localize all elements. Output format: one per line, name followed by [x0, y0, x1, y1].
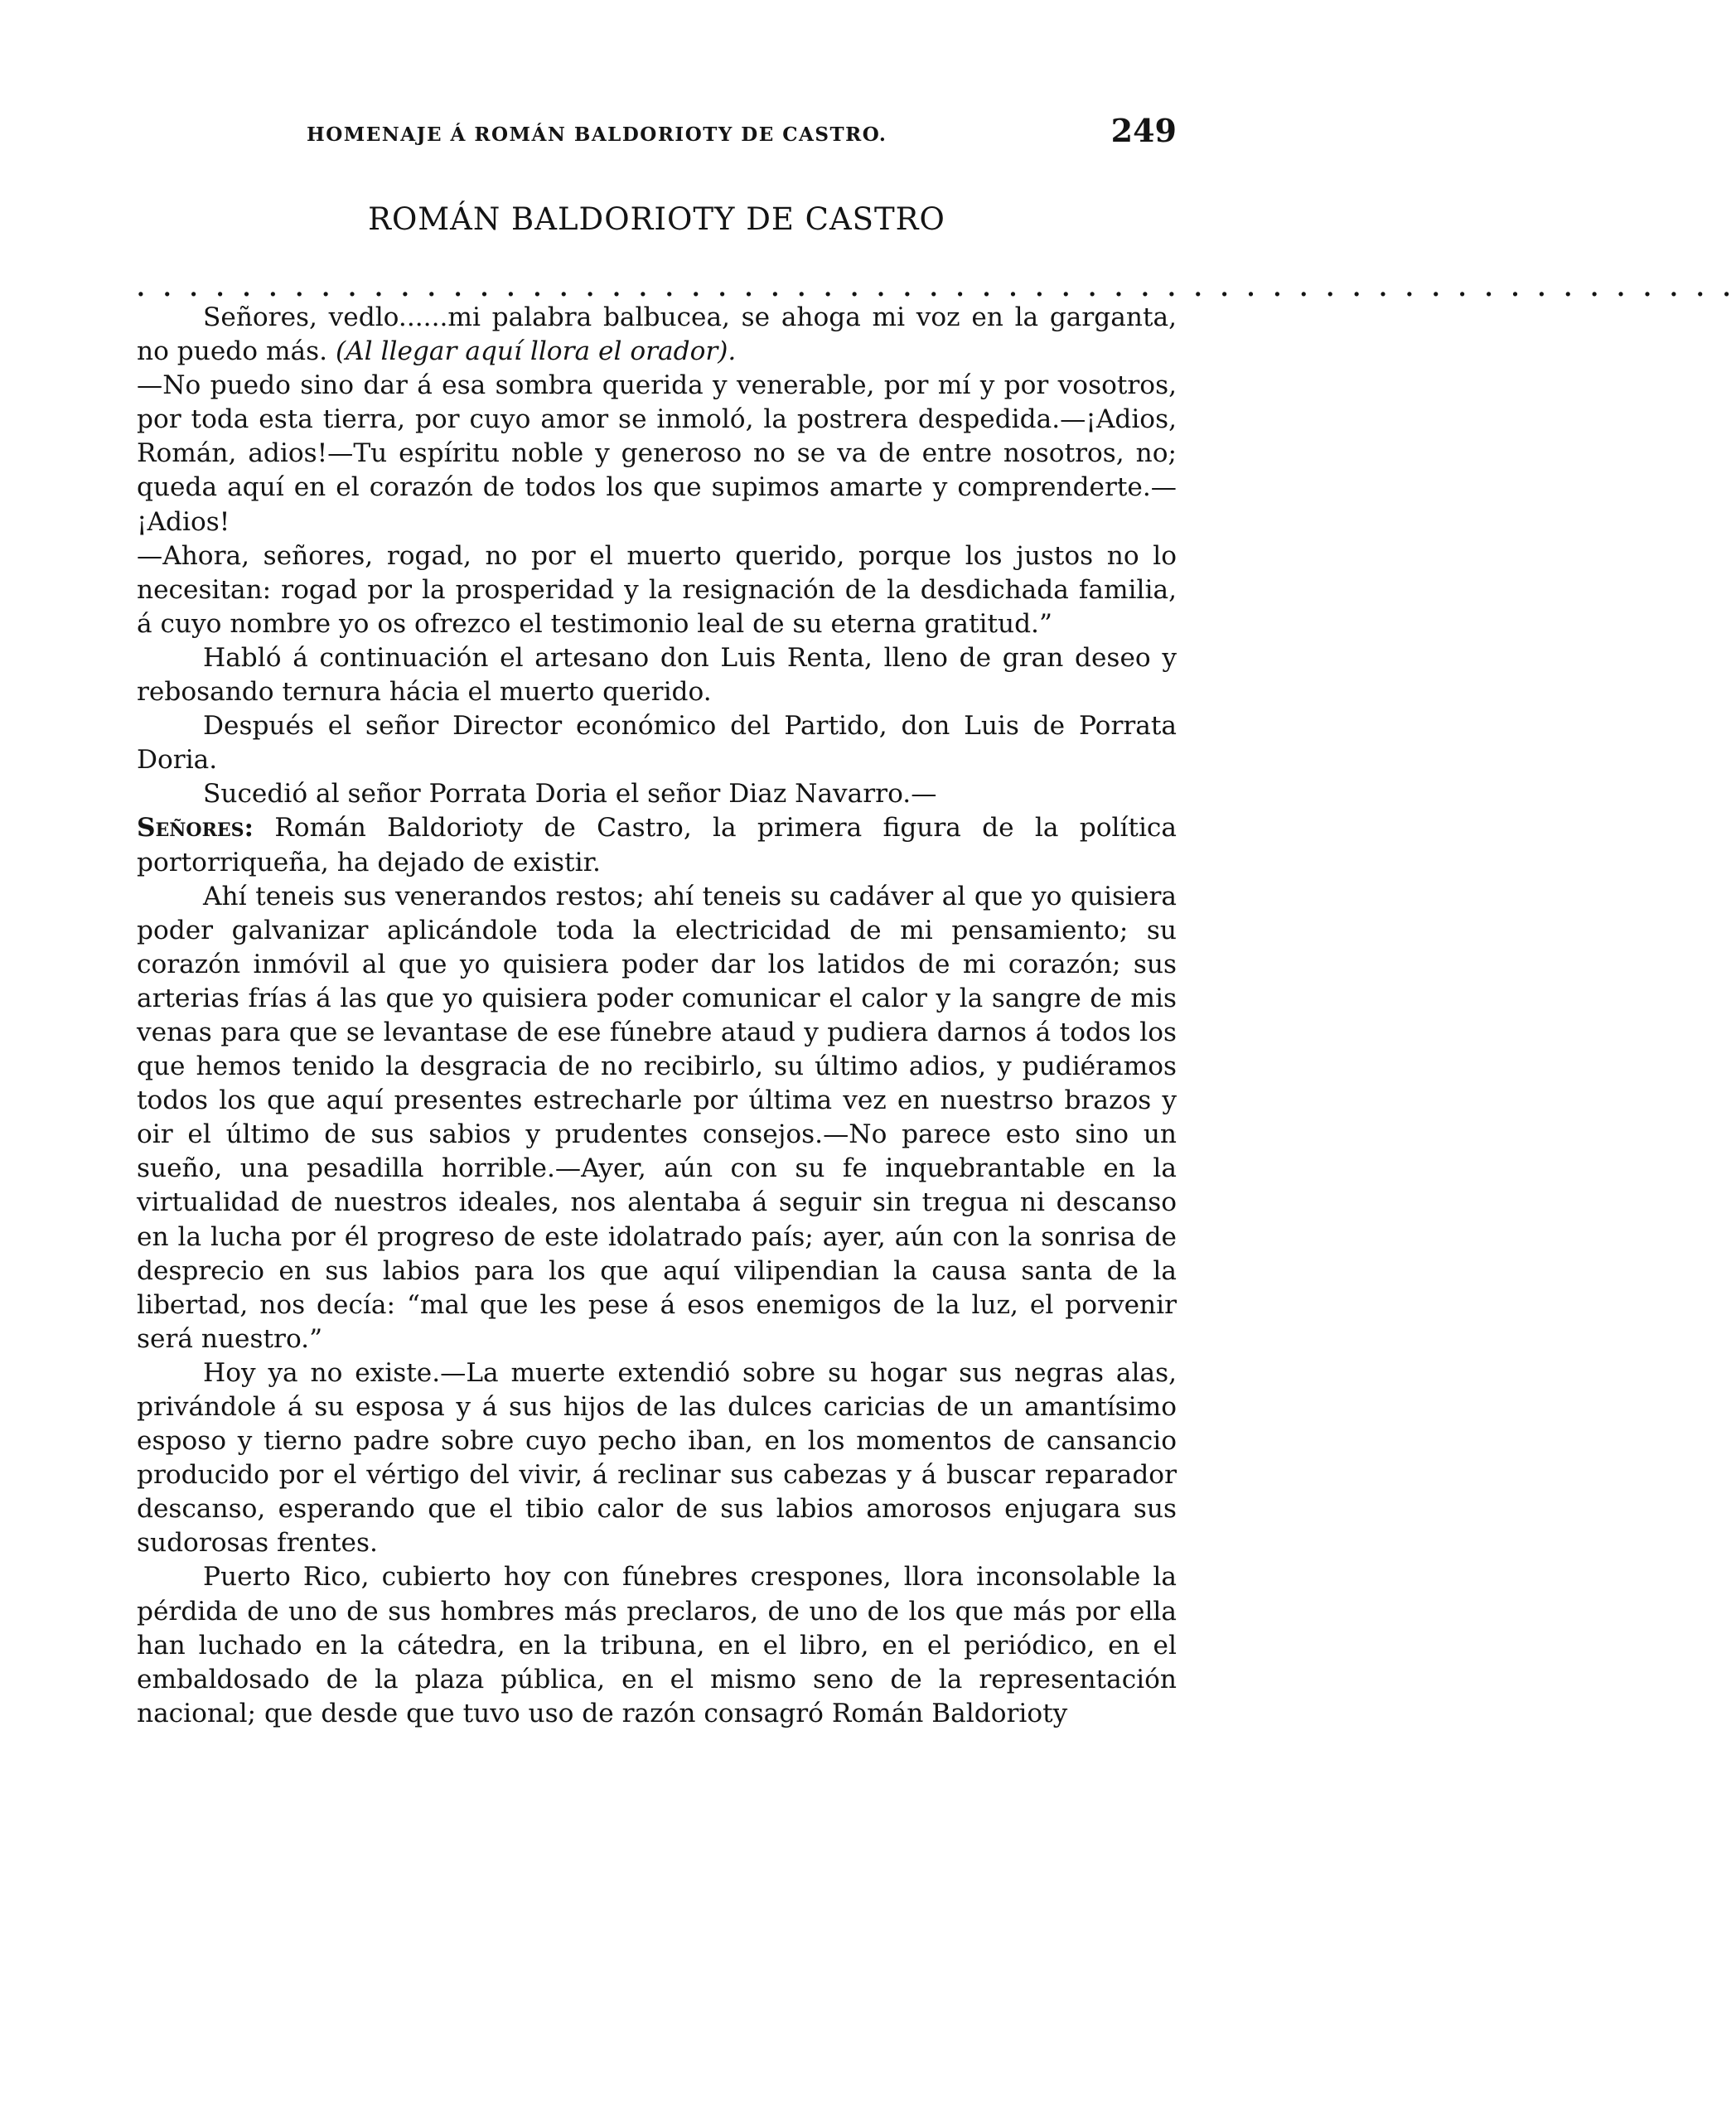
paragraph-7	[137, 811, 1177, 879]
stage-direction: (Al llegar aquí llora el orador).	[335, 336, 737, 367]
paragraph-10: Puerto Rico, cubierto hoy con fúnebres crespones, llora inconsolable la pérdida de uno de sus hombres más preclaros, de uno de los que más por ella han luchado en la cátedra, en la tribuna, en el libro, en el periódico, en el embaldosado de la plaza pública, en el mismo seno de la representación nacional; que desde que tuvo uso de razón consagró Román Baldorioty	[137, 1562, 1177, 1728]
book-page	[137, 112, 1736, 1731]
paragraph-1-text: Señores, vedlo......mi palabra balbucea, se ahoga mi voz en la garganta, no puedo más.	[137, 302, 1177, 367]
page-number: 249	[1110, 112, 1177, 149]
paragraph-2: —No puedo sino dar á esa sombra querida y venerable, por mí y por vosotros, por toda esta tierra, por cuyo amor se inmoló, la postrera despedida.—¡Adios, Román, adios!—Tu espíritu noble y generoso no se va de entre nosotros, no; queda aquí en el corazón de todos los que supimos amarte y comprenderte.—¡Adios!	[137, 370, 1177, 537]
paragraph-1	[137, 301, 1177, 369]
ellipsis-line: . . . . . . . . . . . . . . . . . . . . . . . . . . . . . . . . . . . . . . . . . . . . . . . . . . . . . . . . . . . . .	[137, 274, 1736, 302]
paragraph-6: Sucedió al señor Porrata Doria el señor Diaz Navarro.—	[203, 779, 937, 810]
salutation: Señores:	[137, 813, 254, 844]
article-title: ROMÁN BALDORIOTY DE CASTRO	[368, 201, 945, 237]
body-text	[137, 301, 1177, 1731]
paragraph-9: Hoy ya no existe.—La muerte extendió sobre su hogar sus negras alas, privándole á su esposa y á sus hijos de las dulces caricias de un amantísimo esposo y tierno padre sobre cuyo pecho iban, en los momentos de cansancio producido por el vértigo del vivir, á reclinar sus cabezas y á buscar reparador descanso, esperando que el tibio calor de sus labios amorosos enjugara sus sudorosas frentes.	[137, 1357, 1177, 1559]
paragraph-4: Habló á continuación el artesano don Luis Renta, lleno de gran deseo y rebosando ternura hácia el muerto querido.	[137, 642, 1177, 708]
paragraph-3: —Ahora, señores, rogad, no por el muerto querido, porque los justos no lo necesitan: rogad por la prosperidad y la resignación de la desdichada familia, á cuyo nombre yo os ofrezco el testimonio leal de su eterna gratitud.”	[137, 540, 1177, 639]
running-title: HOMENAJE Á ROMÁN BALDORIOTY DE CASTRO.	[307, 123, 887, 146]
paragraph-8: Ahí teneis sus venerandos restos; ahí teneis su cadáver al que yo quisiera poder galvanizar aplicándole toda la electricidad de mi pensamiento; su corazón inmóvil al que yo quisiera poder dar los latidos de mi corazón; sus arterias frías á las que yo quisiera poder comunicar el calor y la sangre de mis venas para que se levantase de ese fúnebre ataud y pudiera darnos á todos los que hemos tenido la desgracia de no recibirlo, su último adios, y pudiéramos todos los que aquí presentes estrecharle por última vez en nuestrso brazos y oir el último de sus sabios y prudentes consejos.—No parece esto sino un sueño, una pesadilla horrible.—Ayer, aún con su fe inquebrantable en la virtualidad de nuestros ideales, nos alentaba á seguir sin tregua ni descanso en la lucha por él progreso de este idolatrado país; ayer, aún con la sonrisa de desprecio en sus labios para los que aquí vilipendian la causa santa de la libertad, nos decía: “mal que les pese á esos enemigos de la luz, el porvenir será nuestro.”	[137, 881, 1177, 1354]
paragraph-7-text: Román Baldorioty de Castro, la primera figura de la política portorriqueña, ha dejado de existir.	[137, 813, 1177, 877]
running-head	[137, 112, 1177, 162]
paragraph-5: Después el señor Director económico del Partido, don Luis de Porrata Doria.	[137, 711, 1177, 776]
